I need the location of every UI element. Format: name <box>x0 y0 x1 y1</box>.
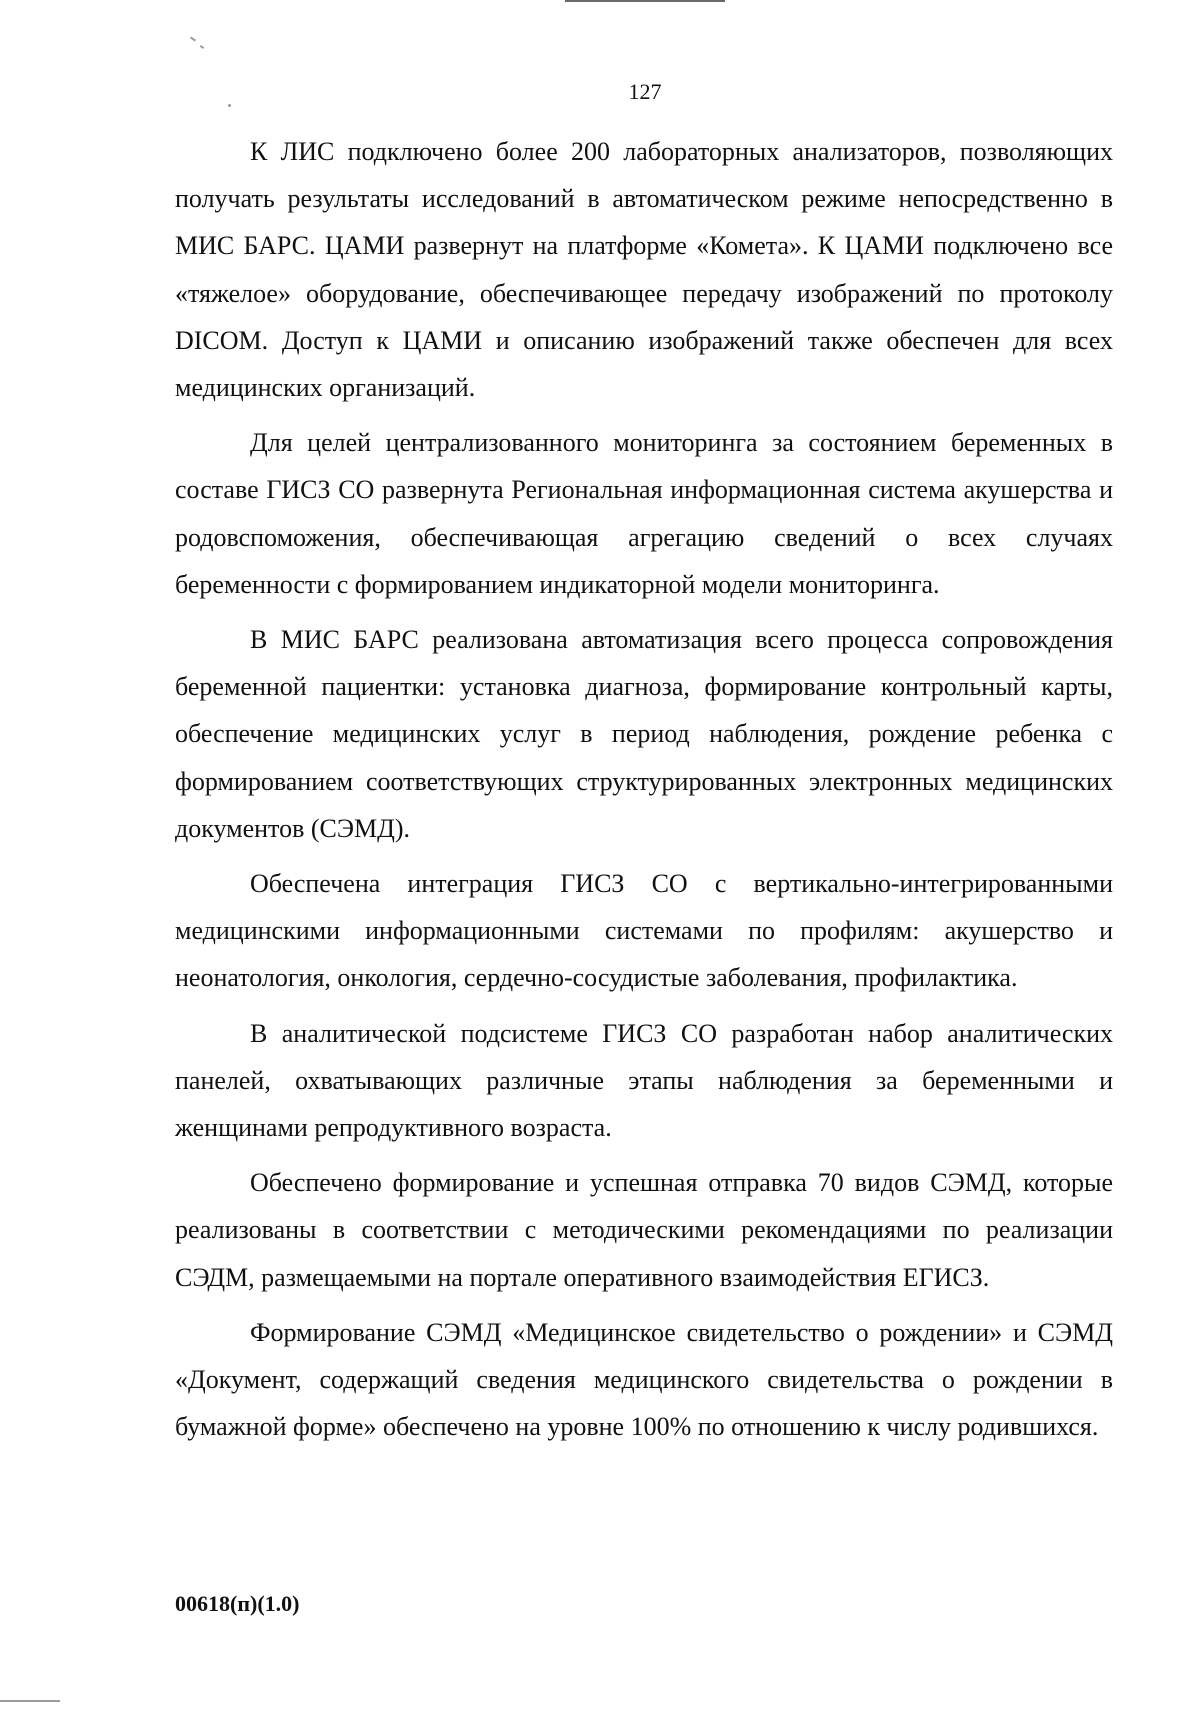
paragraph: Обеспечено формирование и успешная отправка 70 видов СЭМД, которые реализованы в соответствии с методическими рекомендациями по реализации СЭДМ, размещаемыми на портале оперативного взаимодействия ЕГИСЗ. <box>175 1168 1113 1292</box>
document-body <box>175 128 1113 1450</box>
paragraph: В МИС БАРС реализована автоматизация всего процесса сопровождения беременной пациентки: установка диагноза, формирование контрольный карты, обеспечение медицинских услуг в период наблюдения, рождение ребенка с формированием соответствующих структурированных электронных медицинских документов (СЭМД). <box>175 625 1113 843</box>
page-number: 127 <box>628 79 662 104</box>
scan-mark <box>200 45 204 49</box>
paragraph: Формирование СЭМД «Медицинское свидетельство о рождении» и СЭМД «Документ, содержащий сведения медицинского свидетельства о рождении в бумажной форме» обеспечено на уровне 100% по отношению к числу родившихся. <box>175 1317 1113 1442</box>
document-code: 00618(п)(1.0) <box>175 1591 300 1616</box>
scan-mark <box>190 36 196 41</box>
paragraph: К ЛИС подключено более 200 лабораторных анализаторов, позволяющих получать результаты исследований в автоматическом режиме непосредственно в МИС БАРС. ЦАМИ развернут на платформе «Комета». К ЦАМИ подключено все «тяжелое» оборудование, обеспечивающее передачу изображений по протоколу DICOM. Доступ к ЦАМИ и описанию изображений также обеспечен для всех медицинских организаций. <box>175 137 1113 403</box>
bottom-scan-edge <box>0 1700 60 1702</box>
paragraph: Обеспечена интеграция ГИСЗ СО с вертикально-интегрированными медицинскими информационными системами по профилям: акушерство и неонатология, онкология, сердечно-сосудистые заболевания, профилактика. <box>175 869 1113 993</box>
top-scan-rule <box>565 0 725 2</box>
paragraph: В аналитической подсистеме ГИСЗ СО разработан набор аналитических панелей, охватывающих различные этапы наблюдения за беременными и женщинами репродуктивного возраста. <box>175 1018 1113 1143</box>
paragraph: Для целей централизованного мониторинга за состоянием беременных в составе ГИСЗ СО развернута Региональная информационная система акушерства и родовспоможения, обеспечивающая агрегацию сведений о всех случаях беременности с формированием индикаторной модели мониторинга. <box>175 428 1113 599</box>
